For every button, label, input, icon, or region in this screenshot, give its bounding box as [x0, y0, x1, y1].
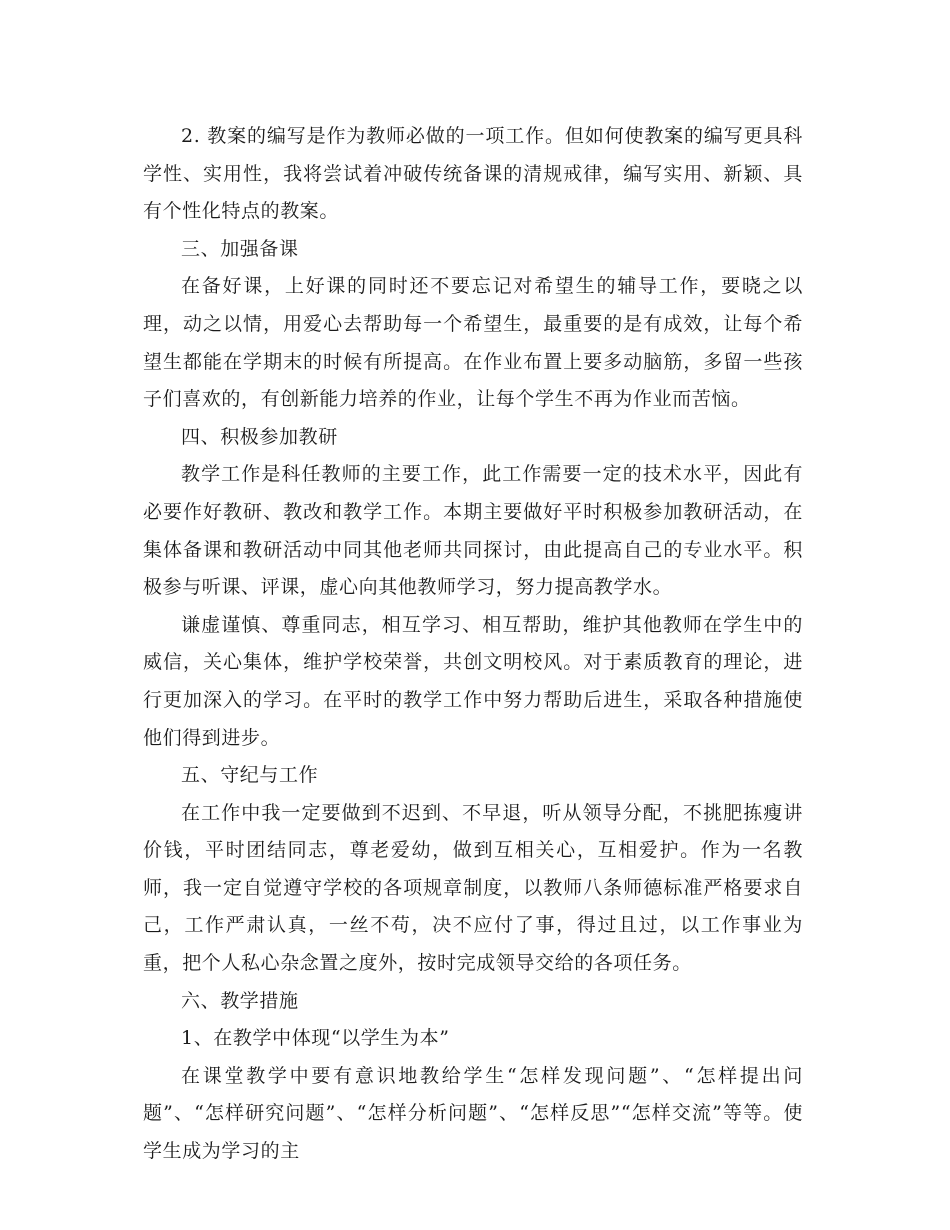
heading-teaching-research: 四、积极参加教研 [181, 425, 338, 448]
heading-teaching-measures: 六、教学措施 [181, 989, 299, 1012]
paragraph-collegiality: 谦虚谨慎、尊重同志，相互学习、相互帮助，维护其他教师在学生中的威信，关心集体，维护学校荣誉，共创文明校风。对于素质教育的理论，进行更加深入的学习。在平时的教学工作中努力帮助后进生，采取各种措施使他们得到进步。 [143, 613, 803, 749]
heading-strengthen-preparation: 三、加强备课 [181, 237, 299, 260]
paragraph-lesson-plan: 2. 教案的编写是作为教师必做的一项工作。但如何使教案的编写更具科学性、实用性，我将尝试着冲破传统备课的清规戒律，编写实用、新颖、具有个性化特点的教案。 [143, 125, 803, 223]
paragraph-tutoring: 在备好课，上好课的同时还不要忘记对希望生的辅导工作，要晓之以理，动之以情，用爱心去帮助每一个希望生，最重要的是有成效，让每个希望生都能在学期末的时候有所提高。在作业布置上要多动脑筋，多留一些孩子们喜欢的，有创新能力培养的作业，让每个学生不再为作业而苦恼。 [143, 275, 803, 411]
paragraph-research-work: 教学工作是科任教师的主要工作，此工作需要一定的技术水平，因此有必要作好教研、教改和教学工作。本期主要做好平时积极参加教研活动，在集体备课和教研活动中同其他老师共同探讨，由此提高自己的专业水平。积极参与听课、评课，虚心向其他教师学习，努力提高教学水。 [143, 463, 803, 599]
heading-discipline-work: 五、守纪与工作 [181, 764, 319, 787]
paragraph-discipline: 在工作中我一定要做到不迟到、不早退，听从领导分配，不挑肥拣瘦讲价钱，平时团结同志，尊老爱幼，做到互相关心，互相爱护。作为一名教师，我一定自觉遵守学校的各项规章制度，以教师八条师德标准严格要求自己，工作严肃认真，一丝不苟，决不应付了事，得过且过，以工作事业为重，把个人私心杂念置之度外，按时完成领导交给的各项任务。 [143, 801, 803, 975]
paragraph-classroom-teaching: 在课堂教学中要有意识地教给学生“怎样发现问题”、“怎样提出问题”、“怎样研究问题”、“怎样分析问题”、“怎样反思”“怎样交流”等等。使学生成为学习的主 [143, 1064, 803, 1163]
heading-student-centered: 1、在教学中体现“以学生为本” [181, 1027, 450, 1050]
document-body [143, 118, 803, 1171]
